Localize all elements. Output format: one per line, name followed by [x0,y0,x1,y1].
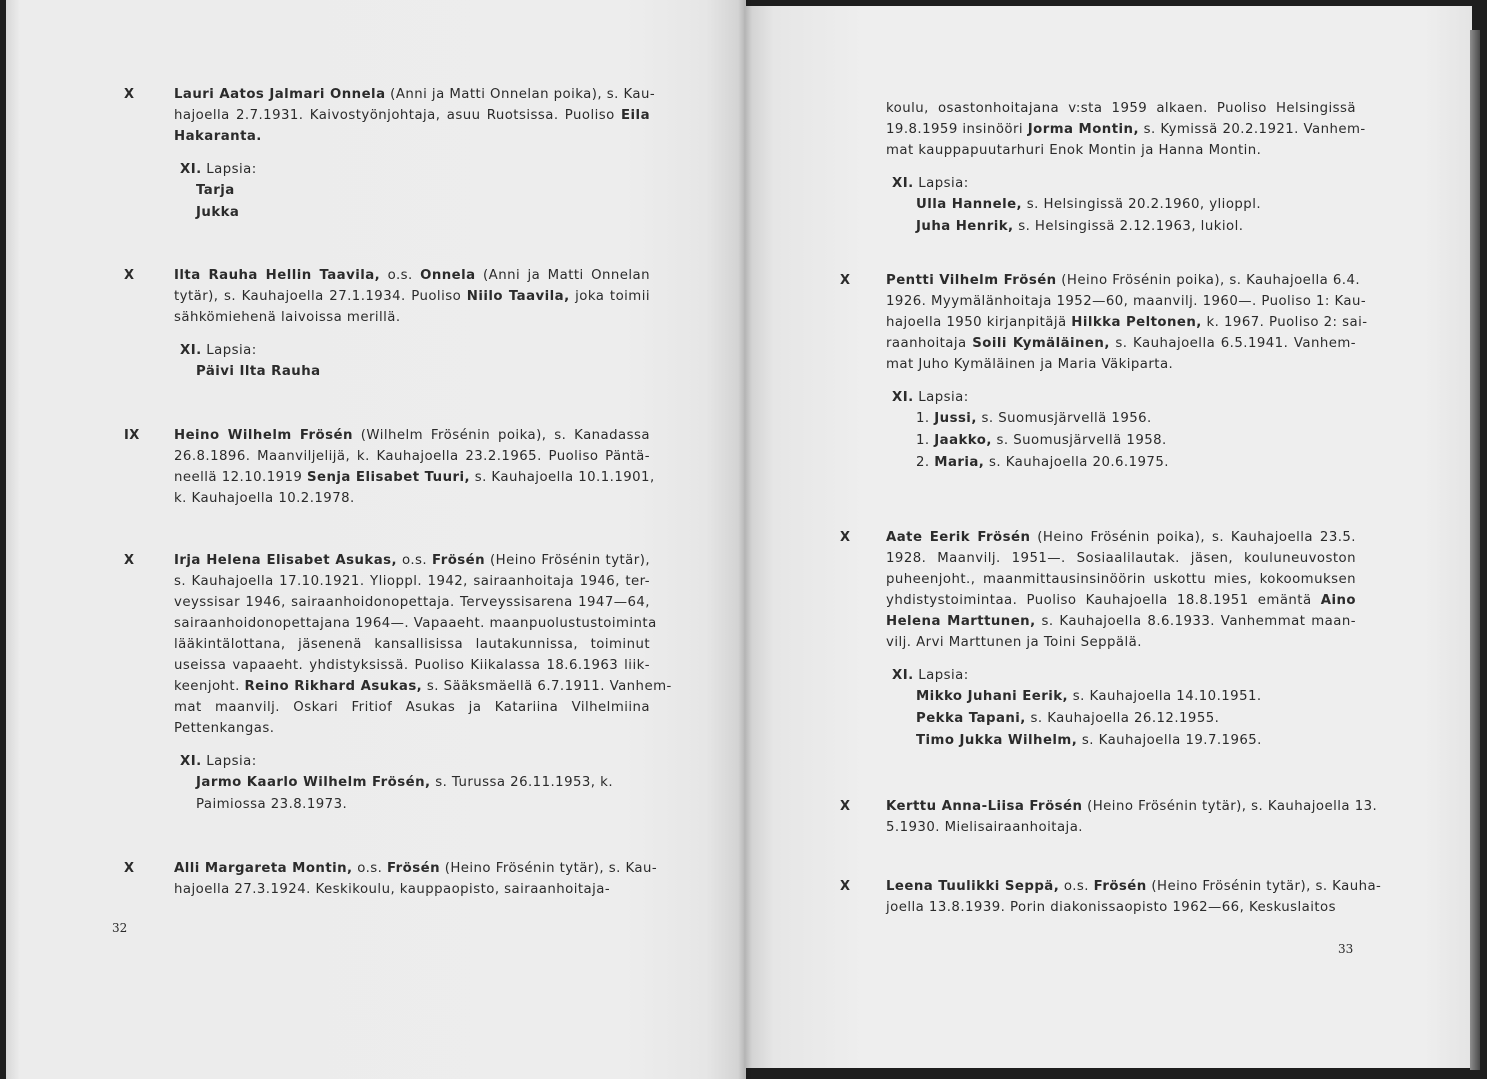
bold-name: Eila [621,108,650,123]
page-number-left: 32 [112,921,128,935]
entry-line [886,876,1382,897]
entry-line [886,796,1378,817]
entry-text [886,796,1378,838]
children-label [892,173,1356,194]
text-run: (Anni ja Matti Onnelan poika), s. Kau- [385,87,656,102]
entry-line [886,270,1361,291]
entry-line [886,98,1356,119]
text-run: s. Helsingissä 2.12.1963, lukiol. [1013,219,1244,234]
child-entry [916,430,1356,452]
entry-line [174,265,650,286]
text-run: 19.8.1959 insinööri [886,122,1028,137]
text-run: useissa vapaaeht. yhdistyksissä. Puoliso Kiikalassa 18.6.1963 liik- [174,658,650,673]
bold-name: Hakaranta. [174,129,262,144]
entry-line [174,467,655,488]
bold-name: Mikko Juhani Eerik, [916,689,1069,704]
bold-name: Maria, [934,455,985,470]
page-edge [1470,30,1480,1070]
text-run: neellä 12.10.1919 [174,470,308,485]
text-run: o.s. [352,861,387,876]
bold-name: Tarja [196,183,235,198]
bold-name: Frösén [1093,879,1147,894]
bold-name: Soili Kymäläinen, [972,336,1110,351]
text-run: (Heino Frösénin tytär), [485,553,651,568]
text-run: (Heino Frösénin tytär), s. Kauha- [1146,879,1382,894]
entry-line [174,655,650,676]
text-run: s. Helsingissä 20.2.1960, ylioppl. [1022,197,1262,212]
child-entry [916,216,1356,238]
bold-name: Aate Eerik Frösén [886,530,1031,545]
children-label [180,159,650,180]
entry-line [886,548,1356,569]
text-run: s. Kauhajoella 10.1.1901, [470,470,655,485]
text-run: puheenjoht., maanmittausinsinöörin uskottu mies, kokoomuksen [886,572,1356,587]
text-run: 26.8.1896. Maanviljelijä, k. Kauhajoella 23.2.1965. Puoliso Päntä- [174,449,650,464]
entry-line [174,613,657,634]
text-run: s. Kauhajoella 20.6.1975. [984,455,1169,470]
text-run: (Wilhelm Frösénin poika), s. Kanadassa [352,428,650,443]
entry-line [174,858,658,879]
text-run: mat kauppapuutarhuri Enok Montin ja Hanna Montin. [886,143,1262,158]
text-run: (Heino Frösénin poika), s. Kauhajoella 6.4. [1056,273,1361,288]
entry-text [174,858,658,900]
text-run: s. Kauhajoella 8.6.1933. Vanhemmat maan- [1035,614,1356,629]
text-run: sairaanhoidonopettajana 1964—. Vapaaeht. maanpuolustustoiminta [174,616,657,631]
bold-name: Jorma Montin, [1027,122,1139,137]
generation-marker: X [840,799,851,814]
text-run: hajoella 1950 kirjanpitäjä [886,315,1072,330]
child-entry [196,361,650,383]
text-run: koulu, osastonhoitajana v:sta 1959 alkaen. Puoliso Helsingissä [886,101,1356,116]
generation-marker: X [124,553,135,568]
text-run: k. 1967. Puoliso 2: sai- [1201,315,1368,330]
entry-line [174,718,650,739]
entry-text [174,265,650,383]
generation-marker: X [124,268,135,283]
entry-line [174,879,650,900]
children-label [180,340,650,361]
bold-name: Leena Tuulikki Seppä, [886,879,1060,894]
bold-name: XI. [892,668,914,683]
entry-text [174,84,656,224]
text-run: 1. [916,411,935,426]
child-entry [916,194,1356,216]
text-run: Pettenkangas. [174,721,275,736]
entry-line [174,286,650,307]
text-run: Lapsia: [201,343,257,358]
entry-line [174,571,650,592]
entry-line [886,611,1356,632]
bold-name: XI. [892,390,914,405]
text-run: tytär), s. Kauhajoella 27.1.1934. Puoliso [174,289,467,304]
text-run: hajoella 27.3.1924. Keskikoulu, kauppaopisto, sairaanhoitaja- [174,882,611,897]
text-run: vilj. Arvi Marttunen ja Toini Seppälä. [886,635,1142,650]
text-run: 2. [916,455,935,470]
entry-line [886,817,1356,838]
entry-text [886,876,1382,918]
text-run: Lapsia: [201,754,257,769]
text-run: s. Turussa 26.11.1953, k. [430,775,613,790]
book-gutter [738,0,752,1079]
bold-name: XI. [180,343,202,358]
entry-line [174,697,650,718]
generation-marker: IX [124,428,140,443]
entry-line [886,590,1356,611]
generation-marker: X [840,879,851,894]
text-run: o.s. [1059,879,1094,894]
bold-name: Kerttu Anna-Liisa Frösén [886,799,1083,814]
child-entry [196,772,650,794]
entry-line [174,307,650,328]
text-run: Paimiossa 23.8.1973. [196,797,348,812]
entry-line [174,488,650,509]
entry-line [886,354,1356,375]
text-run: s. Suomusjärvellä 1956. [976,411,1152,426]
bold-name: Aino [1320,593,1356,608]
text-run: sähkömiehenä laivoissa merillä. [174,310,401,325]
text-run: lääkintälottana, jäsenenä kansallisissa lautakunnissa, toiminut [174,637,650,652]
text-run: (Heino Frösénin poika), s. Kauhajoella 23.5. [1030,530,1356,545]
entry-line [174,634,650,655]
entry-line [886,140,1356,161]
entry-line [886,312,1368,333]
bold-name: Ilta Rauha Hellin Taavila, [174,268,381,283]
text-run: hajoella 2.7.1931. Kaivostyönjohtaja, asuu Ruotsissa. Puoliso [174,108,622,123]
text-run: mat maanvilj. Oskari Fritiof Asukas ja Katariina Vilhelmiina [174,700,650,715]
text-run: Lapsia: [201,162,257,177]
child-entry [916,452,1356,474]
generation-marker: X [840,530,851,545]
text-run: k. Kauhajoella 10.2.1978. [174,491,355,506]
text-run: (Heino Frösénin tytär), s. Kau- [440,861,658,876]
text-run: yhdistystoimintaa. Puoliso Kauhajoella 18.8.1951 emäntä [886,593,1321,608]
text-run: s. Kauhajoella 26.12.1955. [1025,711,1220,726]
bold-name: Frösén [432,553,486,568]
child-entry [916,730,1356,752]
child-entry [916,686,1356,708]
entry-line [886,569,1356,590]
bold-name: Ulla Hannele, [916,197,1023,212]
text-run: Lapsia: [913,176,969,191]
bold-name: Juha Henrik, [916,219,1014,234]
child-entry [916,408,1356,430]
bold-name: Onnela [420,268,476,283]
text-run: s. Kauhajoella 6.5.1941. Vanhem- [1109,336,1356,351]
bold-name: Jarmo Kaarlo Wilhelm Frösén, [196,775,431,790]
right-page [744,6,1472,1068]
generation-marker: X [840,273,851,288]
children-label [180,751,650,772]
text-run: s. Suomusjärvellä 1958. [991,433,1167,448]
bold-name: Helena Marttunen, [886,614,1036,629]
generation-marker: X [124,87,135,102]
text-run: s. Sääksmäellä 6.7.1911. Vanhem- [422,679,672,694]
entry-line [174,84,656,105]
bold-name: Pekka Tapani, [916,711,1026,726]
bold-name: Pentti Vilhelm Frösén [886,273,1057,288]
child-entry [196,202,650,224]
page-number-right: 33 [1338,942,1354,956]
entry-text [174,425,655,509]
text-run: 1926. Myymälänhoitaja 1952—60, maanvilj. 1960—. Puoliso 1: Kau- [886,294,1367,309]
bold-name: XI. [892,176,914,191]
text-run: o.s. [380,268,421,283]
entry-line [174,676,672,697]
children-label [892,665,1356,686]
entry-line [174,550,650,571]
entry-line [174,446,650,467]
text-run: s. Kauhajoella 14.10.1951. [1068,689,1262,704]
bold-name: Niilo Taavila, [466,289,570,304]
bold-name: Jukka [196,205,240,220]
child-entry [916,708,1356,730]
text-run: 1. [916,433,935,448]
text-run: Lapsia: [913,668,969,683]
children-label [892,387,1356,408]
entry-line [174,425,650,446]
text-run: raanhoitaja [886,336,973,351]
entry-text [886,527,1356,752]
bold-name: Reino Rikhard Asukas, [244,679,423,694]
generation-marker: X [124,861,135,876]
bold-name: Timo Jukka Wilhelm, [916,733,1078,748]
text-run: keenjoht. [174,679,245,694]
text-run: o.s. [397,553,433,568]
text-run: 1928. Maanvilj. 1951—. Sosiaalilautak. jäsen, kouluneuvoston [886,551,1356,566]
text-run: s. Kauhajoella 19.7.1965. [1077,733,1262,748]
child-entry [196,794,650,816]
entry-text [174,550,672,816]
text-run: Lapsia: [913,390,969,405]
text-run: s. Kauhajoella 17.10.1921. Ylioppl. 1942, sairaanhoitaja 1946, ter- [174,574,650,589]
bold-name: Senja Elisabet Tuuri, [307,470,471,485]
bold-name: Alli Margareta Montin, [174,861,353,876]
bold-name: Hilkka Peltonen, [1071,315,1202,330]
text-run: joella 13.8.1939. Porin diakonissaopisto 1962—66, Keskuslaitos [886,900,1336,915]
entry-line [886,897,1356,918]
entry-line [174,126,650,147]
entry-text [886,270,1368,474]
text-run: s. Kymissä 20.2.1921. Vanhem- [1138,122,1366,137]
entry-line [886,333,1356,354]
entry-line [886,119,1366,140]
bold-name: Päivi Ilta Rauha [196,364,321,379]
text-run: (Heino Frösénin tytär), s. Kauhajoella 13. [1082,799,1378,814]
bold-name: Jaakko, [934,433,992,448]
left-page [6,0,746,1079]
text-run: veyssisar 1946, sairaanhoidonopettaja. Terveyssisarena 1947—64, [174,595,650,610]
text-run: (Anni ja Matti Onnelan [475,268,651,283]
entry-line [174,105,650,126]
entry-line [174,592,650,613]
entry-line [886,527,1356,548]
bold-name: XI. [180,754,202,769]
text-run: 5.1930. Mielisairaanhoitaja. [886,820,1083,835]
bold-name: Irja Helena Elisabet Asukas, [174,553,397,568]
entry-line [886,632,1356,653]
bold-name: Frösén [386,861,441,876]
bold-name: Lauri Aatos Jalmari Onnela [174,87,386,102]
text-run: mat Juho Kymäläinen ja Maria Väkiparta. [886,357,1174,372]
bold-name: Heino Wilhelm Frösén [174,428,353,443]
entry-line [886,291,1367,312]
child-entry [196,180,650,202]
entry-text [886,98,1366,238]
bold-name: Jussi, [934,411,977,426]
text-run: joka toimii [569,289,650,304]
bold-name: XI. [180,162,202,177]
